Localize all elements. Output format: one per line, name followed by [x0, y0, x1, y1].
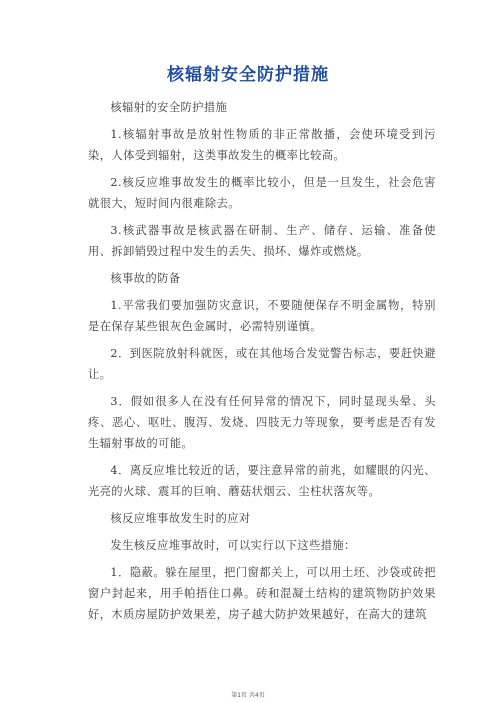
paragraph: 3．假如很多人在没有任何异常的情况下，同时显现头晕、头疼、恶心、呕吐、腹泻、发烧、四肢无力等现象，要考虑是否有发生辐射事故的可能。	[88, 395, 436, 450]
paragraph: 核反应堆事故发生时的应对	[110, 512, 251, 525]
paragraph: 1．隐蔽。躲在屋里，把门窗都关上，可以用土坯、沙袋或砖把窗户封起来，用手帕捂住口鼻。砖和混凝土结构的建筑物防护效果好，木质房屋防护效果差，房子越大防护效果越好，在高大的建筑	[88, 566, 436, 621]
paragraph: 2．到医院放射科就医，或在其他场合发觉警告标志，要赶快避让。	[88, 347, 436, 381]
page-footer: 第1页 共4页	[231, 692, 265, 699]
paragraph: 核辐射的安全防护措施	[110, 101, 228, 114]
document-body	[88, 97, 436, 631]
paragraph: 发生核反应堆事故时，可以实行以下这些措施：	[110, 539, 356, 552]
paragraph: 4．离反应堆比较近的话，要注意异常的前兆，如耀眼的闪光、光亮的火球、震耳的巨响、蘑菇状烟云、尘柱状落灰等。	[88, 464, 436, 498]
paragraph: 1.核辐射事故是放射性物质的非正常散播，会使环境受到污染，人体受到辐射，这类事故发生的概率比较高。	[88, 128, 436, 162]
paragraph: 2.核反应堆事故发生的概率比较小，但是一旦发生，社会危害就很大，短时间内很难除去。	[88, 176, 436, 210]
document-title: 核辐射安全防护措施	[167, 65, 329, 85]
paragraph: 核事故的防备	[110, 272, 181, 285]
paragraph: 3.核武器事故是核武器在研制、生产、储存、运输、准备使用、拆卸销毁过程中发生的丢失、损坏、爆炸或燃烧。	[88, 224, 436, 258]
paragraph: 1.平常我们要加强防灾意识，不要随便保存不明金属物，特别是在保存某些银灰色金属时，必需特别谨慎。	[88, 299, 436, 333]
